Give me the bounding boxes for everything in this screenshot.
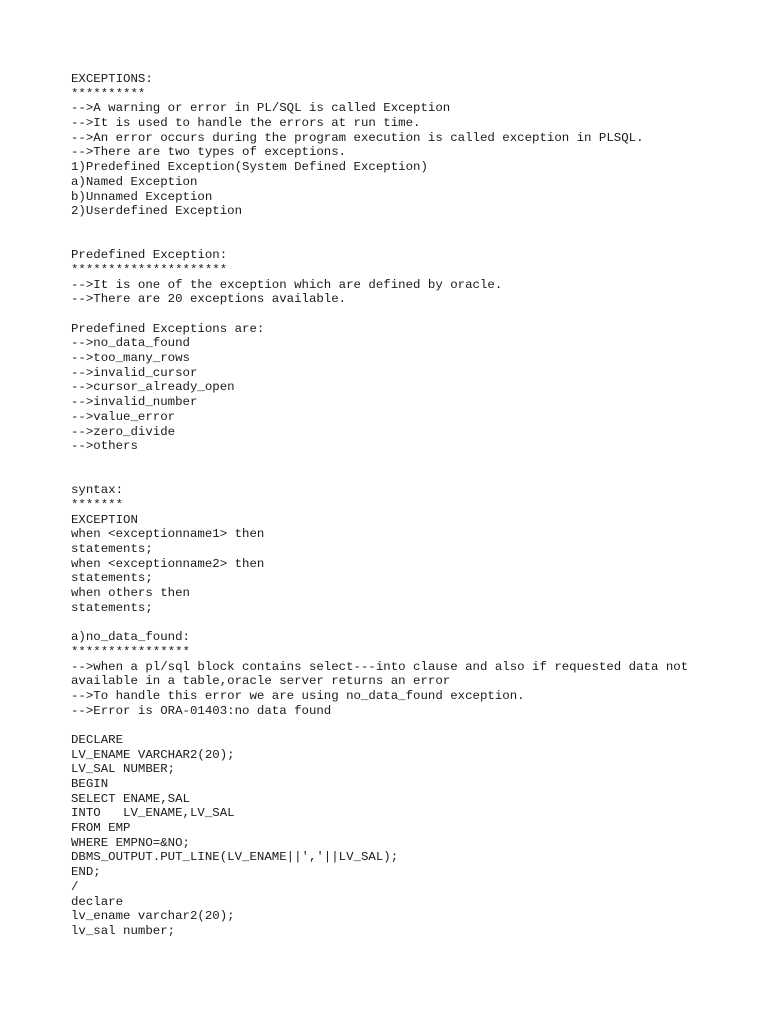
- text-line: END;: [71, 865, 101, 880]
- text-line: INTO LV_ENAME,LV_SAL: [71, 806, 235, 821]
- text-line: LV_ENAME VARCHAR2(20);: [71, 747, 235, 762]
- text-line: /: [71, 879, 79, 894]
- text-line: a)no_data_found:: [71, 630, 190, 645]
- text-line: b)Unnamed Exception: [71, 189, 213, 204]
- text-line: when <exceptionname2> then: [71, 556, 265, 571]
- text-line: -->zero_divide: [71, 424, 176, 439]
- text-line: WHERE EMPNO=&NO;: [71, 835, 190, 850]
- text-line: *******: [71, 497, 124, 512]
- text-line: Predefined Exceptions are:: [71, 321, 265, 336]
- text-line: -->It is one of the exception which are defined by oracle.: [71, 277, 503, 292]
- text-line: FROM EMP: [71, 821, 131, 836]
- text-line: -->An error occurs during the program execution is called exception in PLSQL.: [71, 130, 644, 145]
- text-line: 2)Userdefined Exception: [71, 204, 243, 219]
- text-line: -->when a pl/sql block contains select---into clause and also if requested data not: [71, 659, 689, 674]
- text-line: -->A warning or error in PL/SQL is called Exception: [71, 101, 451, 116]
- text-line: -->There are two types of exceptions.: [71, 145, 347, 160]
- text-line: BEGIN: [71, 777, 109, 791]
- text-line: -->no_data_found: [71, 336, 190, 351]
- blank-line: [71, 234, 761, 249]
- text-line: statements;: [71, 571, 153, 586]
- text-line: DBMS_OUTPUT.PUT_LINE(LV_ENAME||','||LV_SAL);: [71, 850, 399, 865]
- text-line: lv_ename varchar2(20);: [71, 909, 235, 924]
- text-line: -->too_many_rows: [71, 351, 190, 366]
- text-line: -->cursor_already_open: [71, 380, 235, 395]
- text-line: Predefined Exception:: [71, 248, 228, 263]
- blank-line: [71, 219, 761, 234]
- text-line: statements;: [71, 600, 153, 615]
- text-line: LV_SAL NUMBER;: [71, 762, 176, 777]
- text-line: -->To handle this error we are using no_data_found exception.: [71, 688, 525, 703]
- text-line: available in a table,oracle server returns an error: [71, 674, 451, 689]
- text-line: when <exceptionname1> then: [71, 527, 265, 542]
- blank-line: [71, 615, 761, 630]
- text-line: when others then: [71, 586, 190, 601]
- text-line: SELECT ENAME,SAL: [71, 791, 190, 806]
- text-line: -->others: [71, 439, 138, 454]
- text-line: -->invalid_cursor: [71, 365, 198, 380]
- text-line: **********: [71, 86, 146, 101]
- blank-line: [71, 307, 761, 322]
- text-line: ****************: [71, 644, 190, 659]
- text-line: 1)Predefined Exception(System Defined Exception): [71, 160, 428, 175]
- text-line: statements;: [71, 542, 153, 556]
- text-line: lv_sal number;: [71, 923, 176, 938]
- text-line: a)Named Exception: [71, 174, 198, 189]
- text-line: -->It is used to handle the errors at run time.: [71, 116, 421, 131]
- text-line: EXCEPTION: [71, 512, 138, 527]
- document-text: [71, 72, 761, 939]
- text-line: -->value_error: [71, 409, 176, 424]
- text-line: -->Error is ORA-01403:no data found: [71, 703, 332, 718]
- text-line: EXCEPTIONS:: [71, 72, 153, 86]
- text-line: syntax:: [71, 483, 124, 498]
- blank-line: [71, 718, 761, 733]
- blank-line: [71, 454, 761, 469]
- text-line: DECLARE: [71, 732, 124, 747]
- text-line: -->There are 20 exceptions available.: [71, 292, 347, 307]
- blank-line: [71, 469, 761, 484]
- text-line: *********************: [71, 262, 228, 277]
- text-line: -->invalid_number: [71, 395, 198, 410]
- text-line: declare: [71, 894, 124, 909]
